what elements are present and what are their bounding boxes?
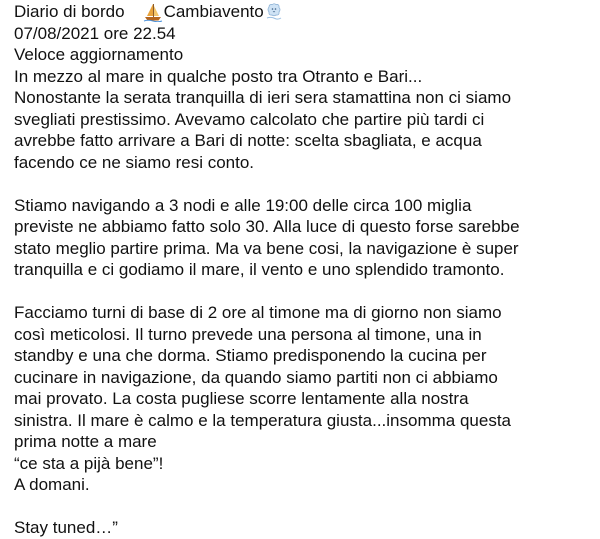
boat-name: Cambiavento xyxy=(163,2,264,21)
text-line: sinistra. Il mare è calmo e la temperatura giusta...insomma questa xyxy=(14,410,511,430)
diary-post xyxy=(14,1,594,539)
text-line: tranquilla e ci godiamo il mare, il vento e uno splendido tramonto. xyxy=(14,260,505,279)
sailboat-icon xyxy=(143,2,163,22)
text-line: Nonostante la serata tranquilla di ieri sera stamattina non ci siamo xyxy=(14,88,512,107)
post-header xyxy=(14,1,594,23)
paragraph-gap xyxy=(14,173,594,195)
post-signoff: Stay tuned…” xyxy=(14,518,118,537)
paragraph-gap xyxy=(14,496,594,518)
text-line: “ce sta a pijà bene”! xyxy=(14,453,164,473)
text-line: standby e una che dorma. Stiamo predisponendo la cucina per xyxy=(14,346,487,365)
diary-title: Diario di bordo xyxy=(14,2,125,21)
text-line: Stiamo navigando a 3 nodi e alle 19:00 delle circa 100 miglia xyxy=(14,195,472,215)
paragraph-2 xyxy=(14,195,594,281)
text-line: facendo ce ne siamo resi conto. xyxy=(14,152,255,172)
text-line: svegliati prestissimo. Avevamo calcolato che partire più tardi ci xyxy=(14,109,485,129)
paragraph-gap xyxy=(14,281,594,303)
text-line: cucinare in navigazione, da quando siamo partiti non ci abbiamo xyxy=(14,367,498,387)
text-line: mai provato. La costa pugliese scorre lentamente alla nostra xyxy=(14,389,469,408)
text-line: avrebbe fatto arrivare a Bari di notte: scelta sbagliata, e acqua xyxy=(14,131,482,150)
text-line: A domani. xyxy=(14,475,90,494)
text-line: così meticolosi. Il turno prevede una persona al timone, una in xyxy=(14,324,482,344)
text-line: Facciamo turni di base di 2 ore al timone ma di giorno non siamo xyxy=(14,303,502,322)
text-line: prima notte a mare xyxy=(14,432,157,451)
wind-face-icon xyxy=(266,3,282,21)
text-line: In mezzo al mare in qualche posto tra Otranto e Bari... xyxy=(14,66,423,86)
text-line: stato meglio partire prima. Ma va bene cosi, la navigazione è super xyxy=(14,238,519,258)
text-line: previste ne abbiamo fatto solo 30. Alla luce di questo forse sarebbe xyxy=(14,217,520,236)
paragraph-3 xyxy=(14,302,594,496)
post-date: 07/08/2021 ore 22.54 xyxy=(14,23,176,43)
post-subtitle: Veloce aggiornamento xyxy=(14,45,184,64)
paragraph-1 xyxy=(14,66,594,174)
